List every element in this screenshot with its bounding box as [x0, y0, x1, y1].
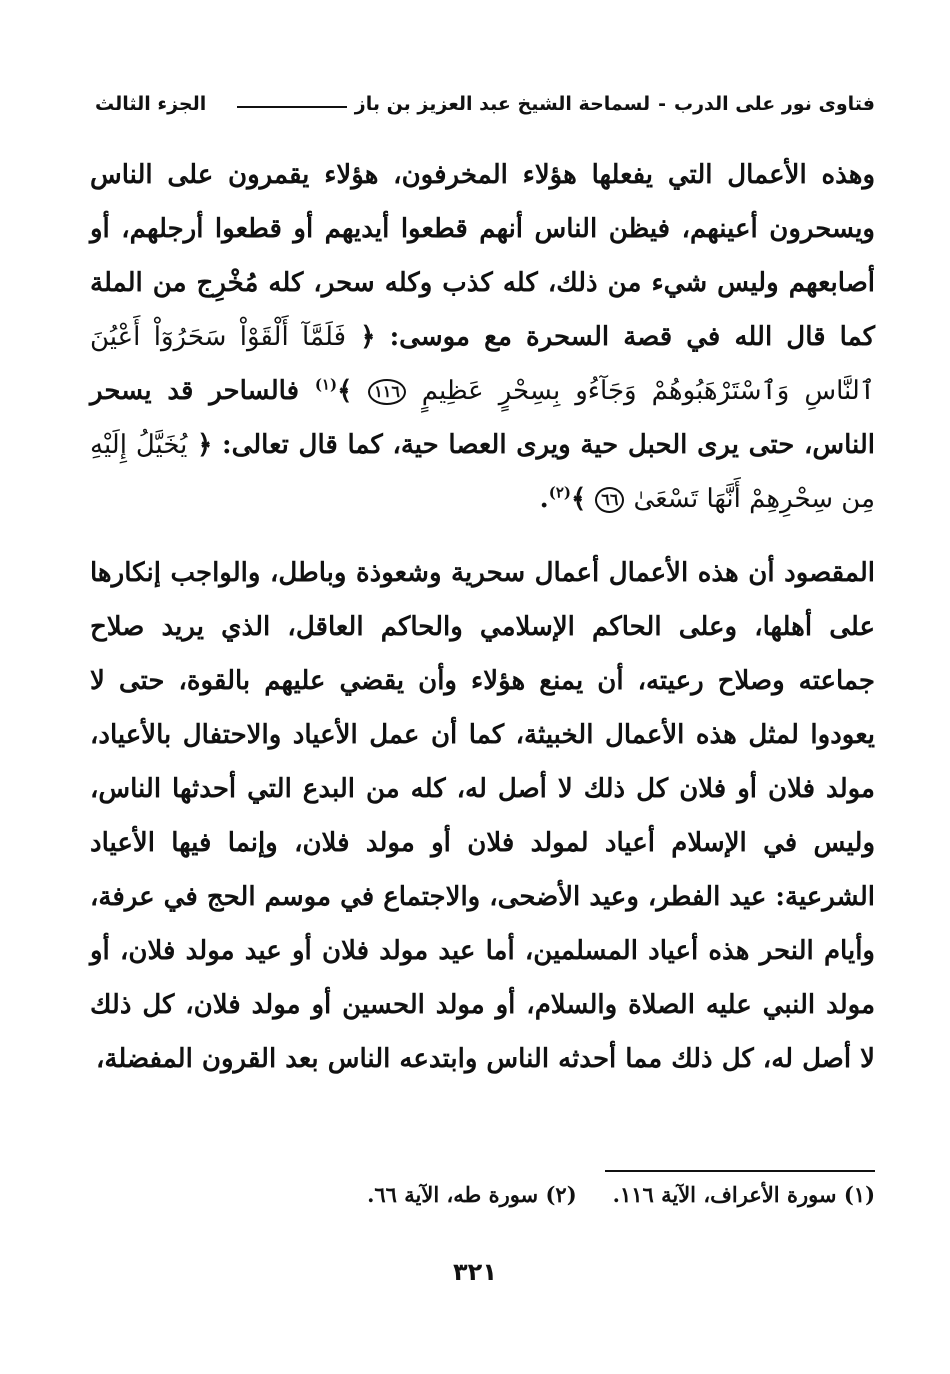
- body-text: [90, 148, 875, 1086]
- header-rule: [237, 106, 347, 108]
- running-header: [95, 84, 875, 124]
- quran-verse-2: يُخَيَّلُ إِلَيْهِ مِن سِحْرِهِمْ أَنَّهَا تَسْعَىٰ: [90, 430, 875, 514]
- quran-bracket-close-2: ﴾: [571, 484, 587, 514]
- paragraph-1-text-a: وهذه الأعمال التي يفعلها هؤلاء المخرفون، هؤلاء يقمرون على الناس ويسحرون أعينهم، فيظن الناس أنهم قطعوا أيديهم أو قطعوا أرجلهم، أو أصابعهم وليس شيء من ذلك، كله كذب وكله سحر، كله مُخْرِج من الملة كما قال الله في قصة السحرة مع موسى:: [90, 160, 876, 352]
- quran-bracket-open-2: ﴿: [197, 430, 213, 460]
- footnote-1: (١) سورة الأعراف، الآية ١١٦.: [612, 1182, 875, 1207]
- volume-label: الجزء الثالث: [95, 93, 207, 115]
- page-number: ٣٢١: [453, 1258, 497, 1286]
- paragraph-1-text-b: فالساحر قد يسحر الناس، حتى يرى الحبل حية ويرى العصا حية، كما قال تعالى:: [90, 376, 875, 460]
- quran-verse-1: فَلَمَّآ أَلْقَوْاْ سَحَرُوٓاْ أَعْيُنَ ٱلنَّاسِ وَٱسْتَرْهَبُوهُمْ وَجَآءُو بِسِحْرٍ عَظِيمٍ: [90, 322, 876, 406]
- footnote-2: (٢) سورة طه، الآية ٦٦.: [367, 1182, 577, 1207]
- quran-bracket-close: ﴾: [337, 376, 353, 406]
- book-title: فتاوى نور على الدرب: [674, 93, 875, 115]
- ayah-number-1: ١١٦: [368, 379, 406, 405]
- footnote-ref-1: (١): [314, 375, 338, 394]
- paragraph-1-end: .: [539, 484, 549, 514]
- footnote-ref-2: (٢): [548, 483, 571, 502]
- header-title-group: [237, 93, 875, 115]
- header-separator: -: [658, 93, 666, 115]
- footnote-divider: [605, 1170, 875, 1172]
- quran-bracket-open: ﴿: [360, 322, 376, 352]
- footnotes: [250, 1182, 875, 1207]
- paragraph-1: [90, 148, 875, 526]
- author-name: لسماحة الشيخ عبد العزيز بن باز: [354, 93, 651, 115]
- ayah-number-2: ٦٦: [595, 487, 624, 513]
- paragraph-2: المقصود أن هذه الأعمال أعمال سحرية وشعوذة وباطل، والواجب إنكارها على أهلها، وعلى الحاكم الإسلامي والحاكم العاقل، الذي يريد صلاح جماعته وصلاح رعيته، أن يمنع هؤلاء وأن يقضي عليهم بالقوة، حتى لا يعودوا لمثل هذه الأعمال الخبيثة، كما أن عمل الأعياد والاحتفال بالأعياد، مولد فلان أو فلان كل ذلك لا أصل له، كله من البدع التي أحدثها الناس، وليس في الإسلام أعياد لمولد فلان أو مولد فلان، وإنما فيها الأعياد الشرعية: عيد الفطر، وعيد الأضحى، والاجتماع في موسم الحج في عرفة، وأيام النحر هذه أعياد المسلمين، أما عيد مولد فلان أو عيد مولد فلان، أو مولد النبي عليه الصلاة والسلام، أو مولد الحسين أو مولد فلان، كل ذلك لا أصل له، كل ذلك مما أحدثه الناس وابتدعه الناس بعد القرون المفضلة،: [90, 558, 875, 1074]
